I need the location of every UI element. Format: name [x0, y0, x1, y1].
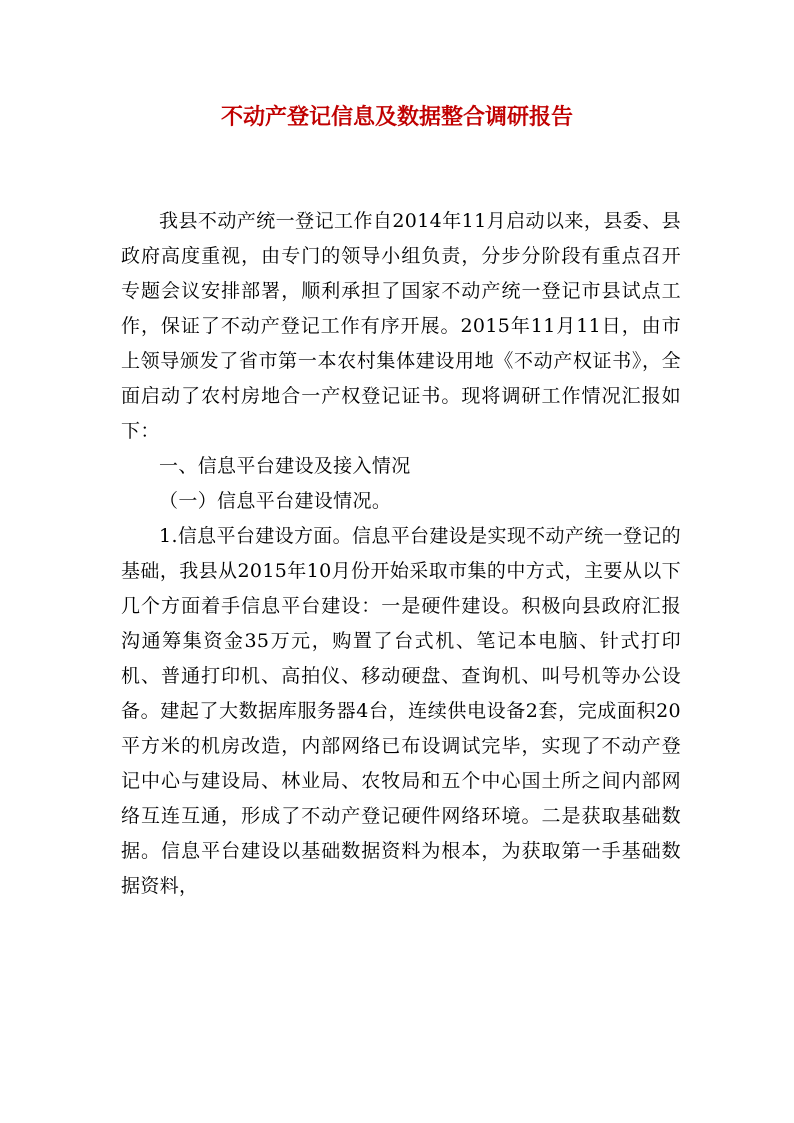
document-title: 不动产登记信息及数据整合调研报告	[220, 104, 573, 130]
paragraph-intro: 我县不动产统一登记工作自2014年11月启动以来，县委、县政府高度重视，由专门的领导小组负责，分步分阶段有重点召开专题会议安排部署，顺利承担了国家不动产统一登记市县试点工作，保证了不动产登记工作有序开展。2015年11月11日，由市上领导颁发了省市第一本农村集体建设用地《不动产权证书》，全面启动了农村房地合一产权登记证书。现将调研工作情况汇报如下：	[121, 210, 681, 442]
document-body	[121, 204, 681, 904]
paragraph-platform-construction: 1.信息平台建设方面。信息平台建设是实现不动产统一登记的基础，我县从2015年10月份开始采取市集的中方式，主要从以下几个方面着手信息平台建设：一是硬件建设。积极向县政府汇报沟通筹集资金35万元，购置了台式机、笔记本电脑、针式打印机、普通打印机、高拍仪、移动硬盘、查询机、叫号机等办公设备。建起了大数据库服务器4台，连续供电设备2套，完成面积20平方米的机房改造，内部网络已布设调试完毕，实现了不动产登记中心与建设局、林业局、农牧局和五个中心国土所之间内部网络互连互通，形成了不动产登记硬件网络环境。二是获取基础数据。信息平台建设以基础数据资料为根本，为获取第一手基础数据资料，	[121, 525, 681, 897]
section-heading-1: 一、信息平台建设及接入情况	[159, 455, 411, 477]
subsection-heading-1: （一）信息平台建设情况。	[159, 490, 392, 512]
